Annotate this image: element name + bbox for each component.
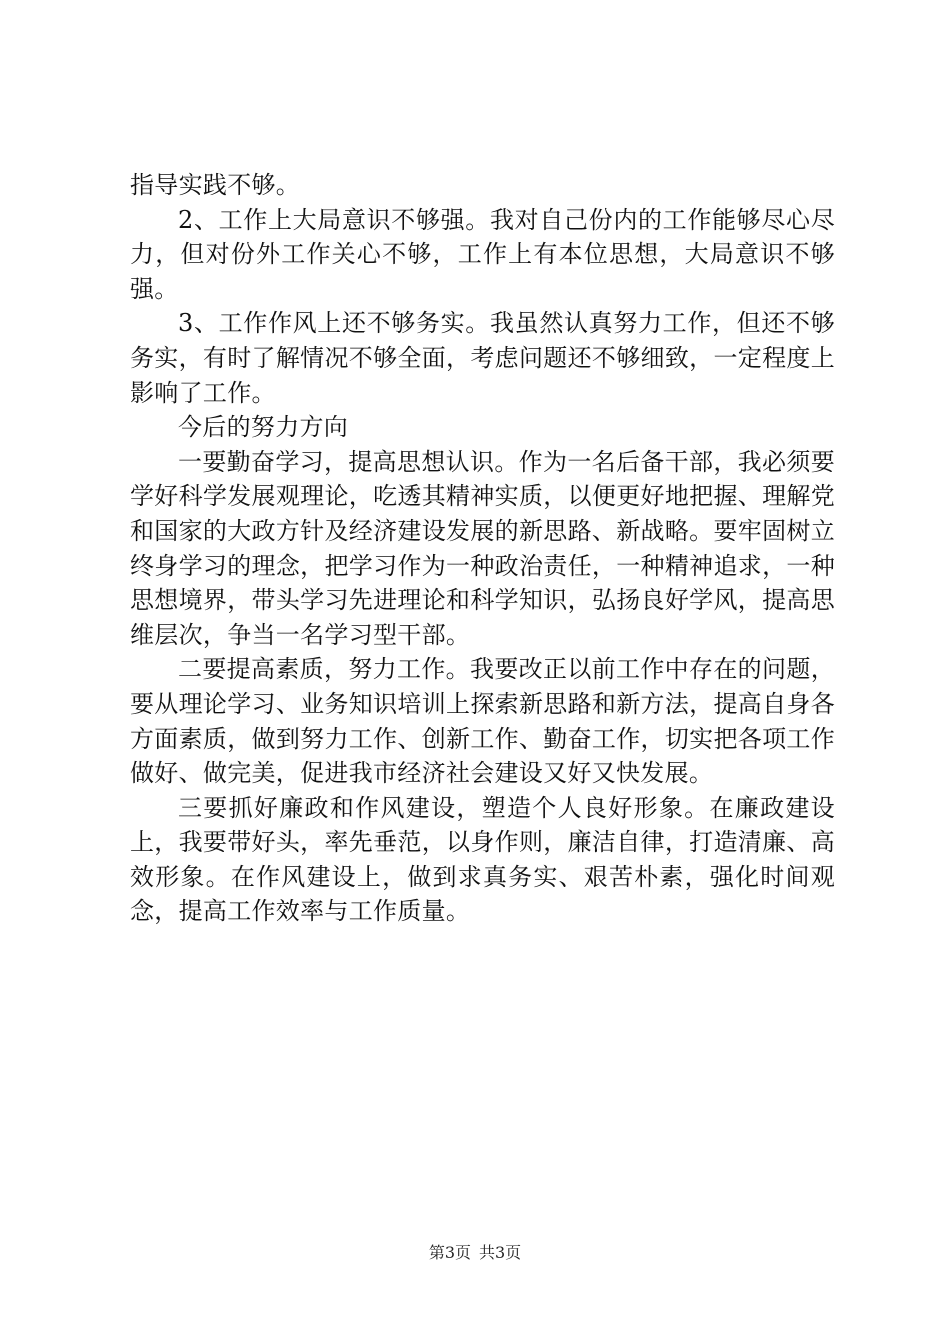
paragraph-item-2: 2、工作上大局意识不够强。我对自己份内的工作能够尽心尽力，但对份外工作关心不够，工作上有本位思想，大局意识不够强。: [130, 205, 835, 303]
paragraph-continuation: 指导实践不够。: [130, 171, 301, 199]
document-body: [130, 168, 835, 929]
paragraph-integrity: 三要抓好廉政和作风建设，塑造个人良好形象。在廉政建设上，我要带好头，率先垂范，以身作则，廉洁自律，打造清廉、高效形象。在作风建设上，做到求真务实、艰苦朴素，强化时间观念，提高工作效率与工作质量。: [130, 793, 835, 926]
paragraph-study: 一要勤奋学习，提高思想认识。作为一名后备干部，我必须要学好科学发展观理论，吃透其精神实质，以便更好地把握、理解党和国家的大政方针及经济建设发展的新思路、新战略。要牢固树立终身学习的理念，把学习作为一种政治责任，一种精神追求，一种思想境界，带头学习先进理论和科学知识，弘扬良好学风，提高思维层次，争当一名学习型干部。: [130, 447, 835, 649]
page-number: 第3页: [428, 1243, 471, 1262]
paragraph-item-3: 3、工作作风上还不够务实。我虽然认真努力工作，但还不够务实，有时了解情况不够全面，考虑问题还不够细致，一定程度上影响了工作。: [130, 309, 835, 407]
section-heading: 今后的努力方向: [178, 413, 349, 442]
page-footer: [0, 1243, 950, 1263]
page-total: 共3页: [479, 1243, 522, 1262]
paragraph-quality: 二要提高素质，努力工作。我要改正以前工作中存在的问题，要从理论学习、业务知识培训上探索新思路和新方法，提高自身各方面素质，做到努力工作、创新工作、勤奋工作，切实把各项工作做好、做完美，促进我市经济社会建设又好又快发展。: [130, 655, 835, 788]
